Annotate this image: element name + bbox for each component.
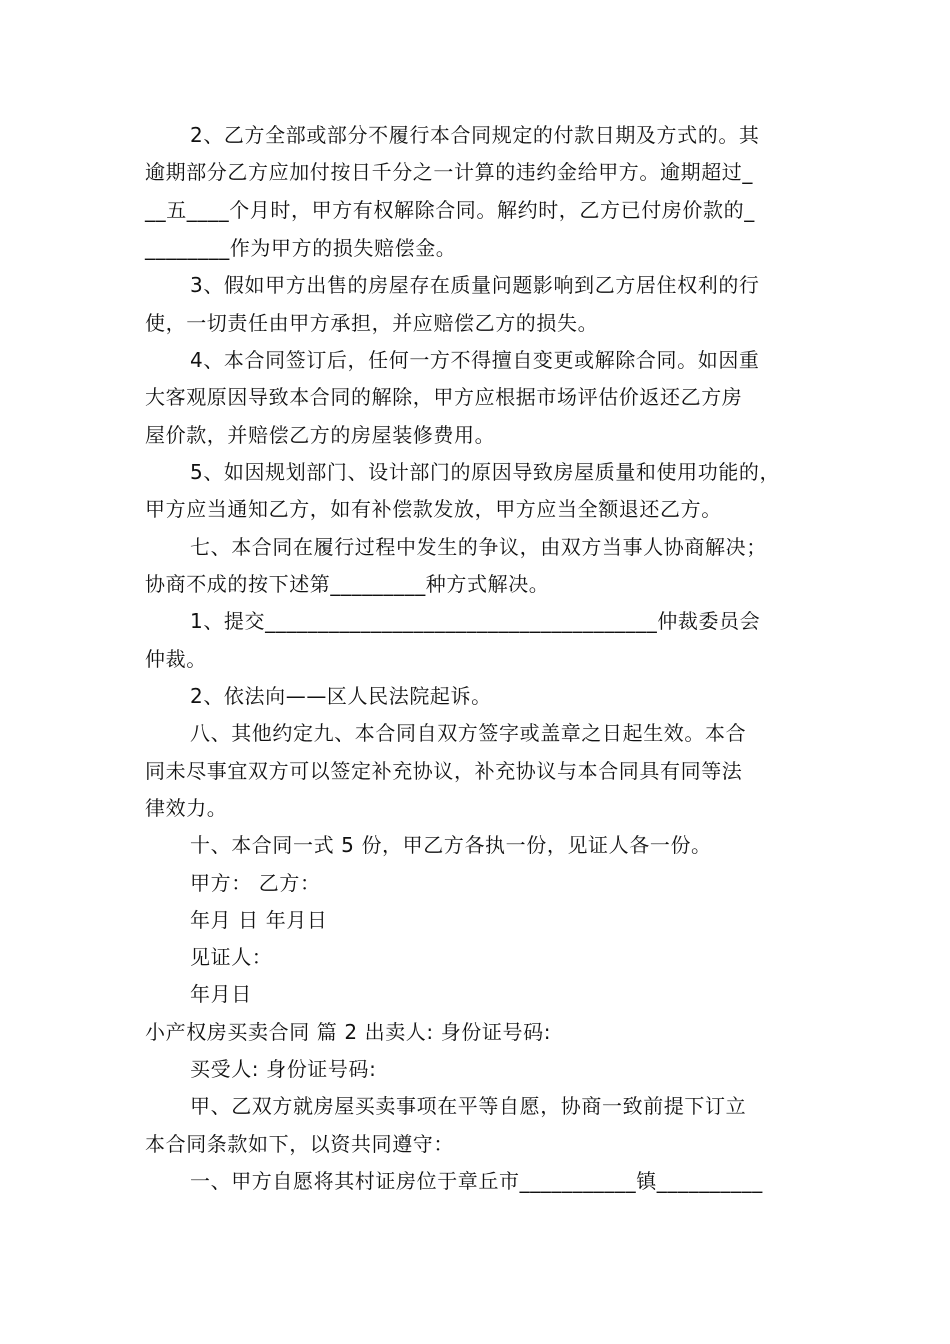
text-line: 仲裁。 — [145, 647, 207, 671]
text-line: __五____个月时，甲方有权解除合同。解约时，乙方已付房价款的_ — [145, 198, 755, 222]
text-line: 逾期部分乙方应加付按日千分之一计算的违约金给甲方。逾期超过_ — [145, 160, 753, 184]
witness-date: 年月日 — [190, 982, 252, 1006]
text-line: 使，一切责任由甲方承担，并应赔偿乙方的损失。 — [145, 311, 599, 335]
text-line: ________作为甲方的损失赔偿金。 — [145, 236, 457, 260]
text-line: 屋价款，并赔偿乙方的房屋装修费用。 — [145, 423, 496, 447]
text-line: 甲方应当通知乙方，如有补偿款发放，甲方应当全额退还乙方。 — [145, 497, 722, 521]
text-line: 八、其他约定九、本合同自双方签字或盖章之日起生效。本合 — [190, 721, 747, 745]
text-line: 买受人: 身份证号码: — [190, 1057, 377, 1081]
text-line: 甲、乙双方就房屋买卖事项在平等自愿，协商一致前提下订立 — [190, 1094, 747, 1118]
text-line: 1、提交_____________________________________仲裁委员会 — [190, 609, 761, 633]
text-line: 七、本合同在履行过程中发生的争议，由双方当事人协商解决； — [190, 535, 767, 559]
text-line: 律效力。 — [145, 796, 228, 820]
section-heading: 小产权房买卖合同 篇 2 出卖人: 身份证号码: — [145, 1020, 552, 1044]
text-line: 2、依法向——区人民法院起诉。 — [190, 684, 492, 708]
text-line: 同未尽事宜双方可以签定补充协议，补充协议与本合同具有同等法 — [145, 759, 743, 783]
text-line: 5、如因规划部门、设计部门的原因导致房屋质量和使用功能的， — [190, 460, 781, 484]
text-line: 3、假如甲方出售的房屋存在质量问题影响到乙方居住权利的行 — [190, 273, 760, 297]
text-line: 2、乙方全部或部分不履行本合同规定的付款日期及方式的。其 — [190, 123, 760, 147]
witness-label: 见证人： — [190, 945, 273, 969]
text-line: 4、本合同签订后，任何一方不得擅自变更或解除合同。如因重 — [190, 348, 760, 372]
text-line: 十、本合同一式 5 份，甲乙方各执一份，见证人各一份。 — [190, 833, 712, 857]
signature-dates: 年月 日 年月日 — [190, 908, 328, 932]
text-line: 本合同条款如下，以资共同遵守： — [145, 1132, 454, 1156]
text-line: 大客观原因导致本合同的解除，甲方应根据市场评估价返还乙方房 — [145, 385, 743, 409]
signature-parties: 甲方： 乙方： — [190, 871, 321, 895]
text-line: 一、甲方自愿将其村证房位于章丘市___________镇__________ — [190, 1169, 763, 1193]
text-line: 协商不成的按下述第_________种方式解决。 — [145, 572, 550, 596]
